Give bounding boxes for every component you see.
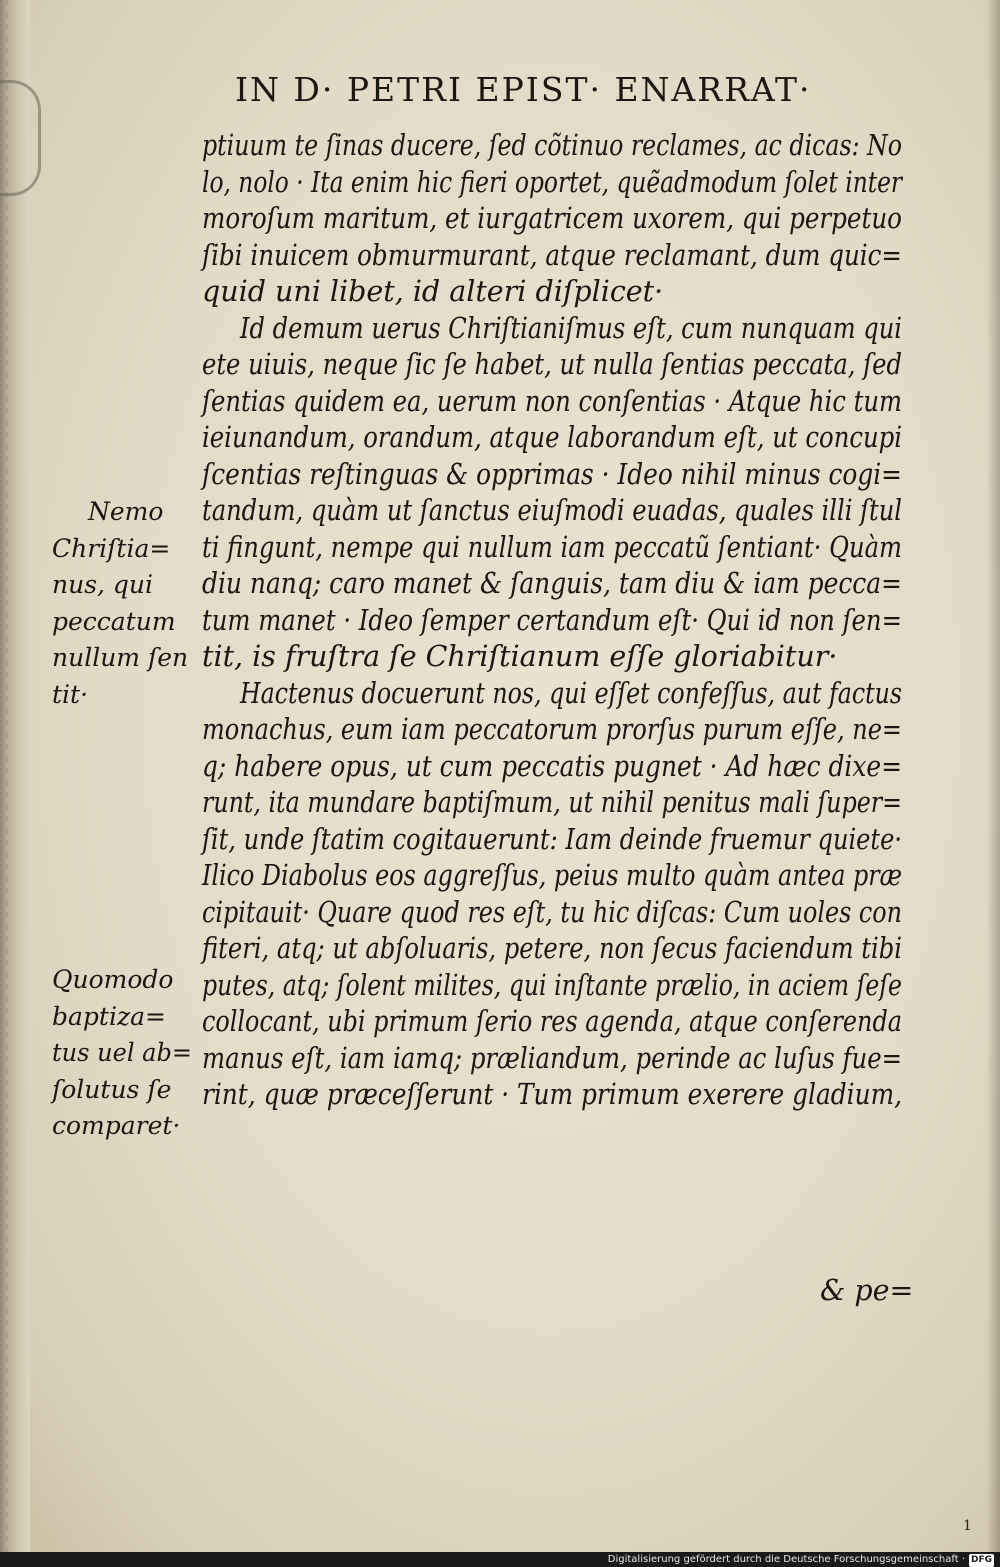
- paragraph-start-line: Hactenus docuerunt nos, qui eſſet confeſſus, aut factus: [240, 676, 903, 710]
- page-shadow-edge: [986, 0, 1000, 1552]
- marginal-line: nus, qui: [52, 570, 154, 599]
- main-text-block: [202, 128, 902, 1114]
- marginal-line: Nemo: [88, 497, 164, 526]
- marginal-note-nemo-christianus: [52, 494, 238, 713]
- funding-credit: [608, 1553, 994, 1567]
- text-line: ti fingunt, nempe qui nullum iam peccatũ ſentiant· Quàm: [202, 530, 902, 564]
- running-header: IN D· PETRI EPIST· ENARRAT·: [235, 70, 812, 109]
- funding-credit-text: Digitalisierung gefördert durch die Deutsche Forschungsgemeinschaft ·: [607, 1554, 965, 1565]
- text-line: ete uiuis, neque ſic ſe habet, ut nulla ſentias peccata, ſed: [202, 348, 902, 381]
- marginal-line: tit·: [52, 679, 89, 709]
- dfg-logo-icon: DFG: [970, 1555, 992, 1565]
- text-line: ieiunandum, orandum, atque laborandum eſt, ut concupi: [202, 421, 903, 454]
- paragraph-start-line: Id demum uerus Chriſtianiſmus eſt, cum nunquam qui: [240, 311, 903, 345]
- text-line: tum manet · Ideo ſemper certandum eſt· Qui id non ſen=: [202, 603, 902, 637]
- book-binding-edge: [0, 0, 30, 1552]
- text-line: diu nanq; caro manet & ſanguis, tam diu & iam pecca=: [202, 567, 902, 600]
- text-line: fiteri, atq; ut abſoluaris, petere, non ſecus faciendum tibi: [202, 932, 903, 965]
- marginal-line: Chriſtia=: [52, 533, 171, 563]
- text-line: putes, atq; ſolent milites, qui inſtante prælio, in aciem ſeſe: [202, 968, 902, 1002]
- text-line: manus eſt, iam iamq; præliandum, perinde ac luſus fue=: [202, 1041, 903, 1075]
- text-line: collocant, ubi primum ſerio res agenda, atque conſerenda: [202, 1005, 902, 1038]
- marginal-line: baptiza=: [52, 1001, 166, 1031]
- catchword: & pe=: [820, 1274, 914, 1307]
- text-line: lo, nolo · Ita enim hic fieri oportet, quẽadmodum ſolet inter: [202, 165, 903, 199]
- text-line: runt, ita mundare baptiſmum, ut nihil penitus mali ſuper=: [202, 786, 903, 819]
- marginal-line: Quomodo: [52, 965, 174, 994]
- text-line: ſentias quidem ea, uerum non conſentias · Atque hic tum: [202, 384, 903, 418]
- text-line: rint, quæ præceſſerunt · Tum primum exerere gladium,: [202, 1078, 903, 1111]
- text-line: ſit, unde ſtatim cogitauerunt: Iam deinde fruemur quiete·: [202, 822, 902, 856]
- marginal-line: ſolutus ſe: [52, 1074, 172, 1104]
- text-line: q; habere opus, ut cum peccatis pugnet · Ad hæc dixe=: [202, 749, 902, 783]
- text-line: ſcentias reſtinguas & opprimas · Ideo nihil minus cogi=: [202, 457, 902, 491]
- marginal-line: tus uel ab=: [52, 1038, 193, 1067]
- marginal-note-quomodo: [52, 962, 202, 1145]
- page-clip-mark: [0, 80, 41, 196]
- text-line: tandum, quàm ut ſanctus eiuſmodi euadas, quales illi ſtul: [202, 494, 903, 527]
- text-line: monachus, eum iam peccatorum prorſus purum eſſe, ne=: [202, 713, 903, 746]
- signature-mark: 1: [963, 1518, 972, 1534]
- text-line: ſibi inuicem obmurmurant, atque reclamant, dum quic=: [202, 238, 903, 272]
- text-line: Ilico Diabolus eos aggreſſus, peius multo quàm antea præ: [202, 859, 903, 892]
- text-line: moroſum maritum, et iurgatricem uxorem, qui perpetuo: [202, 202, 902, 235]
- marginal-line: comparet·: [52, 1111, 181, 1140]
- text-line: cipitauit· Quare quod res eſt, tu hic diſcas: Cum uoles con: [202, 895, 902, 929]
- text-line: ptiuum te ſinas ducere, ſed cõtinuo reclames, ac dicas: No: [202, 129, 902, 162]
- text-line: tit, is fruſtra ſe Chriſtianum eſſe gloriabitur·: [202, 640, 838, 673]
- text-line: quid uni libet, id alteri diſplicet·: [202, 275, 664, 308]
- marginal-line: nullum ſen: [52, 643, 189, 672]
- marginal-line: peccatum: [52, 606, 176, 636]
